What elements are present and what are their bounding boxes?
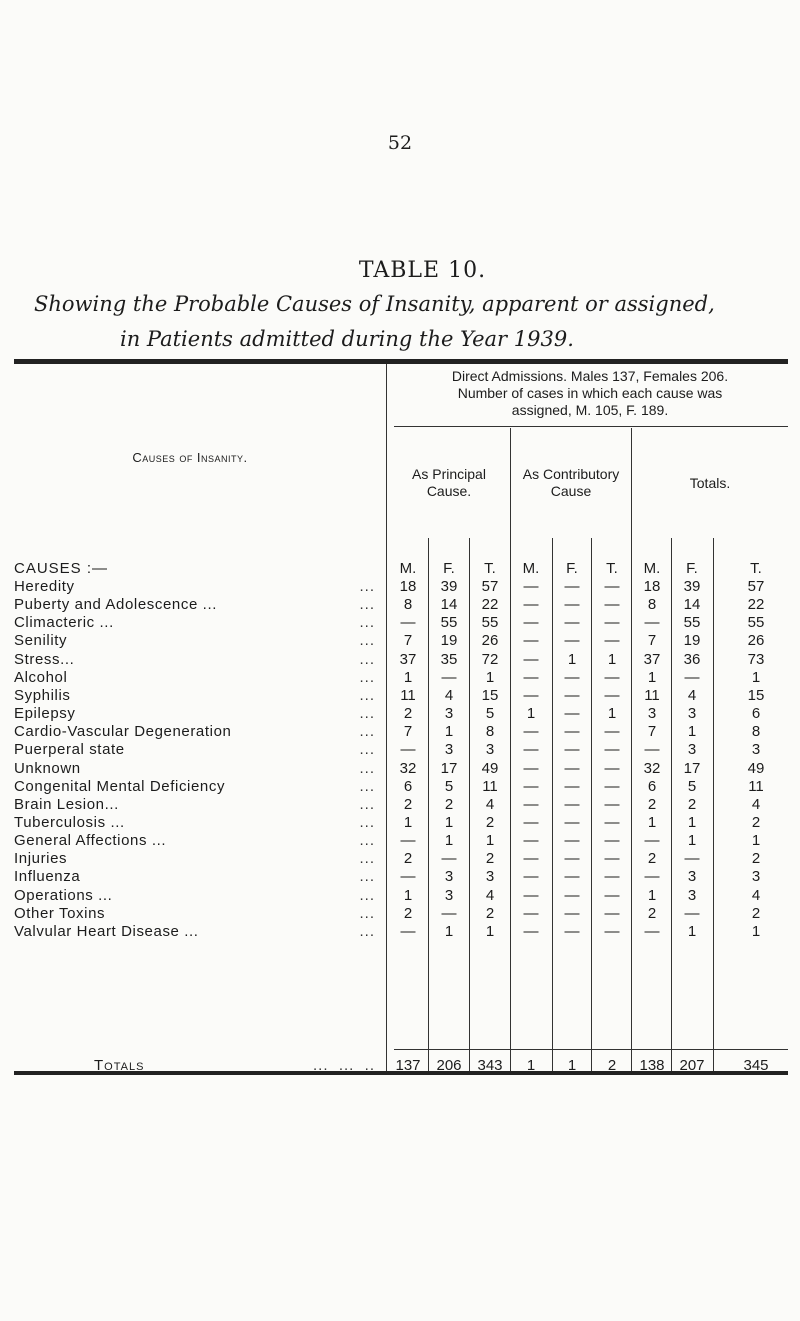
cause-label: Injuries xyxy=(14,850,68,867)
table-row xyxy=(0,868,800,886)
cell-principal-f: 1 xyxy=(444,832,454,849)
cell-totals-m: — xyxy=(644,923,660,940)
principal-cause-header xyxy=(388,466,510,500)
cell-principal-t: 55 xyxy=(481,614,499,631)
cell-totals-m: — xyxy=(644,832,660,849)
leader-dots: ... xyxy=(359,614,375,631)
cell-totals-t: 1 xyxy=(751,832,761,849)
cell-contributory-f: — xyxy=(564,850,580,867)
cell-contributory-t: — xyxy=(604,632,620,649)
cell-totals-f: 17 xyxy=(683,760,701,777)
table-row xyxy=(0,723,800,741)
cell-principal-m: 2 xyxy=(403,905,413,922)
cell-totals-m: 11 xyxy=(644,687,660,704)
col-totals-t: T. xyxy=(750,560,762,577)
table-row xyxy=(0,832,800,850)
cell-totals-t: 11 xyxy=(748,778,764,795)
leader-dots: ... xyxy=(359,669,375,686)
table-row xyxy=(0,705,800,723)
cell-contributory-f: 1 xyxy=(567,651,577,668)
cell-principal-f: 3 xyxy=(444,868,454,885)
cell-contributory-t: — xyxy=(604,850,620,867)
cell-principal-t: 11 xyxy=(482,778,498,795)
cell-contributory-f: — xyxy=(564,687,580,704)
totals-row xyxy=(0,1057,800,1075)
cause-label: Valvular Heart Disease ... xyxy=(14,923,199,940)
contributory-cause-header xyxy=(510,466,632,500)
table-row xyxy=(0,632,800,650)
cell-contributory-m: — xyxy=(523,850,539,867)
leader-dots: ... xyxy=(359,832,375,849)
totals-label: Totals xyxy=(94,1057,145,1074)
cell-principal-m: — xyxy=(400,923,416,940)
leader-dots: ... xyxy=(359,814,375,831)
column-label-row xyxy=(0,560,800,578)
cell-contributory-f: — xyxy=(564,778,580,795)
totals-contributory-t: 2 xyxy=(607,1057,617,1074)
cell-principal-f: 5 xyxy=(444,778,454,795)
totals-principal-f: 206 xyxy=(436,1057,462,1074)
cell-contributory-m: — xyxy=(523,669,539,686)
cell-totals-t: 2 xyxy=(751,814,761,831)
totals-totals-m: 138 xyxy=(639,1057,665,1074)
cell-contributory-f: — xyxy=(564,705,580,722)
cell-contributory-f: — xyxy=(564,614,580,631)
table-row xyxy=(0,814,800,832)
cell-contributory-t: — xyxy=(604,578,620,595)
cell-contributory-t: — xyxy=(604,760,620,777)
cell-totals-t: 49 xyxy=(747,760,765,777)
cell-contributory-f: — xyxy=(564,741,580,758)
cell-totals-m: 1 xyxy=(647,669,657,686)
leader-dots: ... xyxy=(359,868,375,885)
cell-totals-t: 4 xyxy=(751,796,761,813)
cell-contributory-m: — xyxy=(523,887,539,904)
cell-principal-f: — xyxy=(441,669,457,686)
table-row xyxy=(0,923,800,941)
cell-principal-t: 1 xyxy=(485,923,495,940)
cause-label: Stress... xyxy=(14,651,75,668)
cell-principal-t: 57 xyxy=(481,578,499,595)
cell-totals-m: 2 xyxy=(647,850,657,867)
cell-contributory-f: — xyxy=(564,578,580,595)
cell-totals-m: 3 xyxy=(647,705,657,722)
totals-divider xyxy=(394,1049,788,1050)
col-totals-f: F. xyxy=(686,560,698,577)
cell-contributory-f: — xyxy=(564,669,580,686)
cell-totals-t: 6 xyxy=(751,705,761,722)
cell-totals-m: 7 xyxy=(647,632,657,649)
cell-contributory-t: 1 xyxy=(607,651,617,668)
cell-principal-t: 4 xyxy=(485,796,495,813)
leader-dots: ... xyxy=(359,778,375,795)
cell-principal-m: 2 xyxy=(403,850,413,867)
cause-label: Cardio-Vascular Degeneration xyxy=(14,723,232,740)
cell-principal-f: — xyxy=(441,850,457,867)
totals-dots: ... ... .. xyxy=(312,1057,375,1074)
cell-totals-f: — xyxy=(684,850,700,867)
cell-totals-f: 1 xyxy=(687,723,697,740)
table-title: TABLE 10. xyxy=(358,258,487,283)
col-principal-f: F. xyxy=(443,560,455,577)
table-row xyxy=(0,905,800,923)
cell-principal-m: 32 xyxy=(399,760,417,777)
cell-totals-t: 2 xyxy=(751,905,761,922)
leader-dots: ... xyxy=(359,741,375,758)
leader-dots: ... xyxy=(359,705,375,722)
cell-contributory-m: — xyxy=(523,778,539,795)
cell-contributory-t: — xyxy=(604,669,620,686)
cell-principal-m: 18 xyxy=(399,578,417,595)
cause-label: Epilepsy xyxy=(14,705,76,722)
cell-contributory-t: — xyxy=(604,687,620,704)
cell-totals-t: 15 xyxy=(747,687,765,704)
cell-principal-f: 1 xyxy=(444,923,454,940)
cell-contributory-f: — xyxy=(564,923,580,940)
cell-principal-t: 2 xyxy=(485,814,495,831)
cell-principal-f: 14 xyxy=(440,596,458,613)
col-contributory-m: M. xyxy=(522,560,540,577)
cause-label: Alcohol xyxy=(14,669,68,686)
cell-totals-t: 3 xyxy=(751,741,761,758)
cell-totals-t: 1 xyxy=(751,669,761,686)
cell-principal-f: 3 xyxy=(444,887,454,904)
cell-principal-t: 3 xyxy=(485,868,495,885)
cell-contributory-f: — xyxy=(564,814,580,831)
cell-principal-m: — xyxy=(400,832,416,849)
table-row xyxy=(0,614,800,632)
table-row xyxy=(0,887,800,905)
cell-contributory-t: — xyxy=(604,596,620,613)
cell-totals-f: 1 xyxy=(687,923,697,940)
cell-totals-t: 73 xyxy=(747,651,765,668)
cell-principal-f: 35 xyxy=(440,651,458,668)
leader-dots: ... xyxy=(359,632,375,649)
cell-totals-f: 3 xyxy=(687,868,697,885)
cell-principal-t: 1 xyxy=(485,669,495,686)
cell-contributory-t: — xyxy=(604,723,620,740)
cell-contributory-f: — xyxy=(564,796,580,813)
cause-label: Brain Lesion... xyxy=(14,796,119,813)
cell-principal-m: 1 xyxy=(403,669,413,686)
table-row xyxy=(0,669,800,687)
cell-contributory-t: — xyxy=(604,796,620,813)
cell-contributory-f: — xyxy=(564,596,580,613)
col-contributory-f: F. xyxy=(566,560,578,577)
cell-principal-f: 3 xyxy=(444,741,454,758)
cell-totals-m: 18 xyxy=(643,578,661,595)
cause-label: Puerperal state xyxy=(14,741,125,758)
col-principal-m: M. xyxy=(399,560,417,577)
cell-totals-m: 1 xyxy=(647,814,657,831)
table-row xyxy=(0,578,800,596)
cause-label: Congenital Mental Deficiency xyxy=(14,778,226,795)
cell-totals-t: 1 xyxy=(751,923,761,940)
totals-totals-t: 345 xyxy=(743,1057,769,1074)
cell-contributory-t: — xyxy=(604,614,620,631)
cell-contributory-f: — xyxy=(564,632,580,649)
cell-totals-m: 2 xyxy=(647,905,657,922)
cell-principal-m: 1 xyxy=(403,814,413,831)
cell-principal-f: 19 xyxy=(440,632,458,649)
table-row xyxy=(0,850,800,868)
cell-totals-f: 1 xyxy=(687,814,697,831)
table-row xyxy=(0,596,800,614)
direct-line1: Direct Admissions. Males 137, Females 206. xyxy=(451,368,729,384)
cause-label: Influenza xyxy=(14,868,81,885)
cell-contributory-m: — xyxy=(523,760,539,777)
cell-contributory-m: — xyxy=(523,868,539,885)
cell-totals-m: — xyxy=(644,614,660,631)
header-divider xyxy=(394,426,788,427)
cell-principal-t: 5 xyxy=(485,705,495,722)
col-principal-t: T. xyxy=(484,560,496,577)
cause-label: Unknown xyxy=(14,760,81,777)
cause-label: Operations ... xyxy=(14,887,113,904)
cell-principal-t: 22 xyxy=(481,596,499,613)
cell-totals-t: 3 xyxy=(751,868,761,885)
cell-principal-m: 2 xyxy=(403,705,413,722)
cell-totals-f: 5 xyxy=(687,778,697,795)
cell-principal-f: 3 xyxy=(444,705,454,722)
cell-contributory-m: — xyxy=(523,614,539,631)
cell-principal-t: 1 xyxy=(485,832,495,849)
table-row xyxy=(0,687,800,705)
cell-principal-m: — xyxy=(400,741,416,758)
cell-totals-f: 3 xyxy=(687,887,697,904)
cell-contributory-t: — xyxy=(604,887,620,904)
cell-principal-t: 49 xyxy=(481,760,499,777)
cell-contributory-f: — xyxy=(564,905,580,922)
cause-label: Heredity xyxy=(14,578,75,595)
cause-label: General Affections ... xyxy=(14,832,167,849)
cell-principal-f: 1 xyxy=(444,814,454,831)
cell-principal-m: 2 xyxy=(403,796,413,813)
leader-dots: ... xyxy=(359,796,375,813)
causes-of-insanity-header: Causes of Insanity. xyxy=(132,450,248,465)
cell-principal-f: 2 xyxy=(444,796,454,813)
leader-dots: ... xyxy=(359,578,375,595)
cell-totals-f: 39 xyxy=(683,578,701,595)
cell-totals-m: — xyxy=(644,868,660,885)
leader-dots: ... xyxy=(359,850,375,867)
totals-header: Totals. xyxy=(689,475,731,491)
cell-contributory-t: 1 xyxy=(607,705,617,722)
cell-principal-m: 1 xyxy=(403,887,413,904)
cell-principal-t: 8 xyxy=(485,723,495,740)
cell-contributory-t: — xyxy=(604,778,620,795)
leader-dots: ... xyxy=(359,723,375,740)
cell-contributory-f: — xyxy=(564,887,580,904)
table-row xyxy=(0,796,800,814)
principal-line1: As Principal xyxy=(412,466,486,482)
cell-totals-m: 8 xyxy=(647,596,657,613)
principal-line2: Cause. xyxy=(426,483,472,499)
totals-totals-f: 207 xyxy=(679,1057,705,1074)
leader-dots: ... xyxy=(359,905,375,922)
cell-totals-f: 14 xyxy=(683,596,701,613)
cell-contributory-f: — xyxy=(564,723,580,740)
cell-totals-f: 3 xyxy=(687,705,697,722)
cell-totals-f: 19 xyxy=(683,632,701,649)
cell-totals-t: 4 xyxy=(751,887,761,904)
leader-dots: ... xyxy=(359,687,375,704)
cell-totals-f: 4 xyxy=(687,687,697,704)
leader-dots: ... xyxy=(359,923,375,940)
direct-line3: assigned, M. 105, F. 189. xyxy=(511,402,669,418)
cell-contributory-m: — xyxy=(523,578,539,595)
cell-totals-t: 8 xyxy=(751,723,761,740)
cell-totals-m: 1 xyxy=(647,887,657,904)
cell-contributory-f: — xyxy=(564,868,580,885)
cell-totals-t: 57 xyxy=(747,578,765,595)
cell-principal-m: 37 xyxy=(399,651,417,668)
cell-principal-m: — xyxy=(400,614,416,631)
cell-principal-m: — xyxy=(400,868,416,885)
cell-contributory-t: — xyxy=(604,832,620,849)
col-totals-m: M. xyxy=(643,560,661,577)
cell-principal-t: 4 xyxy=(485,887,495,904)
leader-dots: ... xyxy=(359,760,375,777)
cell-totals-f: 1 xyxy=(687,832,697,849)
cell-contributory-m: 1 xyxy=(526,705,536,722)
totals-contributory-f: 1 xyxy=(567,1057,577,1074)
cell-principal-t: 26 xyxy=(481,632,499,649)
cause-label: Tuberculosis ... xyxy=(14,814,125,831)
cell-principal-f: — xyxy=(441,905,457,922)
cell-totals-m: — xyxy=(644,741,660,758)
cause-label: Climacteric ... xyxy=(14,614,114,631)
cell-principal-t: 2 xyxy=(485,850,495,867)
cell-contributory-m: — xyxy=(523,651,539,668)
cell-contributory-m: — xyxy=(523,814,539,831)
cell-contributory-m: — xyxy=(523,723,539,740)
table-row xyxy=(0,778,800,796)
cell-contributory-m: — xyxy=(523,687,539,704)
cell-contributory-m: — xyxy=(523,832,539,849)
cell-contributory-m: — xyxy=(523,632,539,649)
cell-principal-m: 7 xyxy=(403,632,413,649)
direct-admissions-header xyxy=(392,368,788,419)
cause-label: Other Toxins xyxy=(14,905,106,922)
cell-contributory-m: — xyxy=(523,905,539,922)
cell-principal-f: 55 xyxy=(440,614,458,631)
contributory-line2: Cause xyxy=(550,483,592,499)
cell-principal-m: 11 xyxy=(400,687,416,704)
totals-contributory-m: 1 xyxy=(526,1057,536,1074)
cell-contributory-m: — xyxy=(523,923,539,940)
cell-principal-t: 72 xyxy=(481,651,499,668)
direct-line2: Number of cases in which each cause was xyxy=(457,385,723,401)
cell-totals-f: — xyxy=(684,669,700,686)
totals-principal-m: 137 xyxy=(395,1057,421,1074)
cell-contributory-t: — xyxy=(604,868,620,885)
cell-totals-t: 2 xyxy=(751,850,761,867)
cell-contributory-m: — xyxy=(523,796,539,813)
cell-contributory-m: — xyxy=(523,596,539,613)
cell-contributory-m: — xyxy=(523,741,539,758)
cause-label: Puberty and Adolescence ... xyxy=(14,596,217,613)
contributory-line1: As Contributory xyxy=(522,466,620,482)
cell-principal-t: 15 xyxy=(481,687,499,704)
cell-totals-m: 2 xyxy=(647,796,657,813)
cell-principal-m: 8 xyxy=(403,596,413,613)
cell-contributory-f: — xyxy=(564,760,580,777)
cell-contributory-t: — xyxy=(604,905,620,922)
totals-principal-t: 343 xyxy=(477,1057,503,1074)
cell-totals-f: 36 xyxy=(683,651,701,668)
cell-totals-f: 2 xyxy=(687,796,697,813)
top-rule xyxy=(14,359,788,364)
cell-contributory-f: — xyxy=(564,832,580,849)
table-row xyxy=(0,760,800,778)
leader-dots: ... xyxy=(359,887,375,904)
causes-label: CAUSES :— xyxy=(14,560,109,577)
cell-totals-f: 55 xyxy=(683,614,701,631)
cell-principal-t: 3 xyxy=(485,741,495,758)
cell-totals-f: — xyxy=(684,905,700,922)
cell-principal-t: 2 xyxy=(485,905,495,922)
cell-contributory-t: — xyxy=(604,923,620,940)
cell-principal-f: 4 xyxy=(444,687,454,704)
cell-totals-m: 7 xyxy=(647,723,657,740)
cell-totals-t: 26 xyxy=(747,632,765,649)
cause-label: Senility xyxy=(14,632,68,649)
cause-label: Syphilis xyxy=(14,687,71,704)
cell-totals-f: 3 xyxy=(687,741,697,758)
cell-principal-f: 39 xyxy=(440,578,458,595)
table-subtitle-line2: in Patients admitted during the Year 1939. xyxy=(120,327,574,351)
cell-principal-f: 17 xyxy=(440,760,458,777)
cell-totals-m: 32 xyxy=(643,760,661,777)
table-row xyxy=(0,741,800,759)
cell-totals-m: 6 xyxy=(647,778,657,795)
page-number: 52 xyxy=(387,132,413,154)
table-subtitle-line1: Showing the Probable Causes of Insanity, apparent or assigned, xyxy=(34,292,715,316)
leader-dots: ... xyxy=(359,596,375,613)
cell-contributory-t: — xyxy=(604,741,620,758)
cell-principal-f: 1 xyxy=(444,723,454,740)
table-row xyxy=(0,651,800,669)
cell-contributory-t: — xyxy=(604,814,620,831)
cell-totals-t: 22 xyxy=(747,596,765,613)
cell-totals-t: 55 xyxy=(747,614,765,631)
cell-principal-m: 6 xyxy=(403,778,413,795)
leader-dots: ... xyxy=(359,651,375,668)
cell-principal-m: 7 xyxy=(403,723,413,740)
cell-totals-m: 37 xyxy=(643,651,661,668)
col-contributory-t: T. xyxy=(606,560,618,577)
